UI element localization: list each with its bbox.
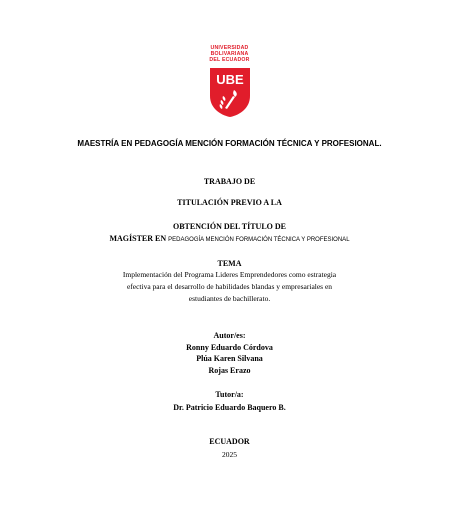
degree-label: MAGÍSTER EN [109, 234, 169, 243]
authors-heading: Autor/es: [213, 331, 246, 340]
tema-line-2: efectiva para el desarrollo de habilidades blandas y empresariales en [126, 282, 333, 291]
university-name-line3: DEL ECUADOR [209, 57, 250, 63]
program-name: MAESTRÍA EN PEDAGOGÍA MENCIÓN FORMACIÓN TÉCNICA Y PROFESIONAL. [77, 139, 382, 148]
university-shield-logo [208, 66, 252, 118]
author-name-3: Rojas Erazo [208, 366, 251, 375]
university-name-line1: UNIVERSIDAD [210, 45, 249, 51]
title-line-3: OBTENCIÓN DEL TÍTULO DE [173, 222, 286, 231]
tema-line-1: Implementación del Programa Lideres Emprendedores como estrategia [122, 270, 337, 279]
degree-specialization: PEDAGOGÍA MENCIÓN FORMACIÓN TÉCNICA Y PROFESIONAL [168, 237, 350, 243]
tutor-name: Dr. Patricio Eduardo Baquero B. [173, 403, 286, 412]
year: 2025 [222, 450, 237, 459]
tema-heading: TEMA [217, 259, 242, 268]
tutor-heading: Tutor/a: [215, 390, 244, 399]
author-name-2: Plúa Karen Silvana [196, 354, 263, 363]
logo-acronym: UBE [216, 72, 244, 87]
author-name-1: Ronny Eduardo Córdova [186, 343, 273, 352]
university-name-line2: BOLIVARIANA [210, 51, 249, 57]
title-line-4 [0, 234, 459, 245]
title-line-2: TITULACIÓN PREVIO A LA [177, 198, 282, 207]
tema-line-3: estudiantes de bachillerato. [188, 294, 271, 303]
country: ECUADOR [209, 437, 250, 446]
title-line-1: TRABAJO DE [203, 177, 256, 186]
